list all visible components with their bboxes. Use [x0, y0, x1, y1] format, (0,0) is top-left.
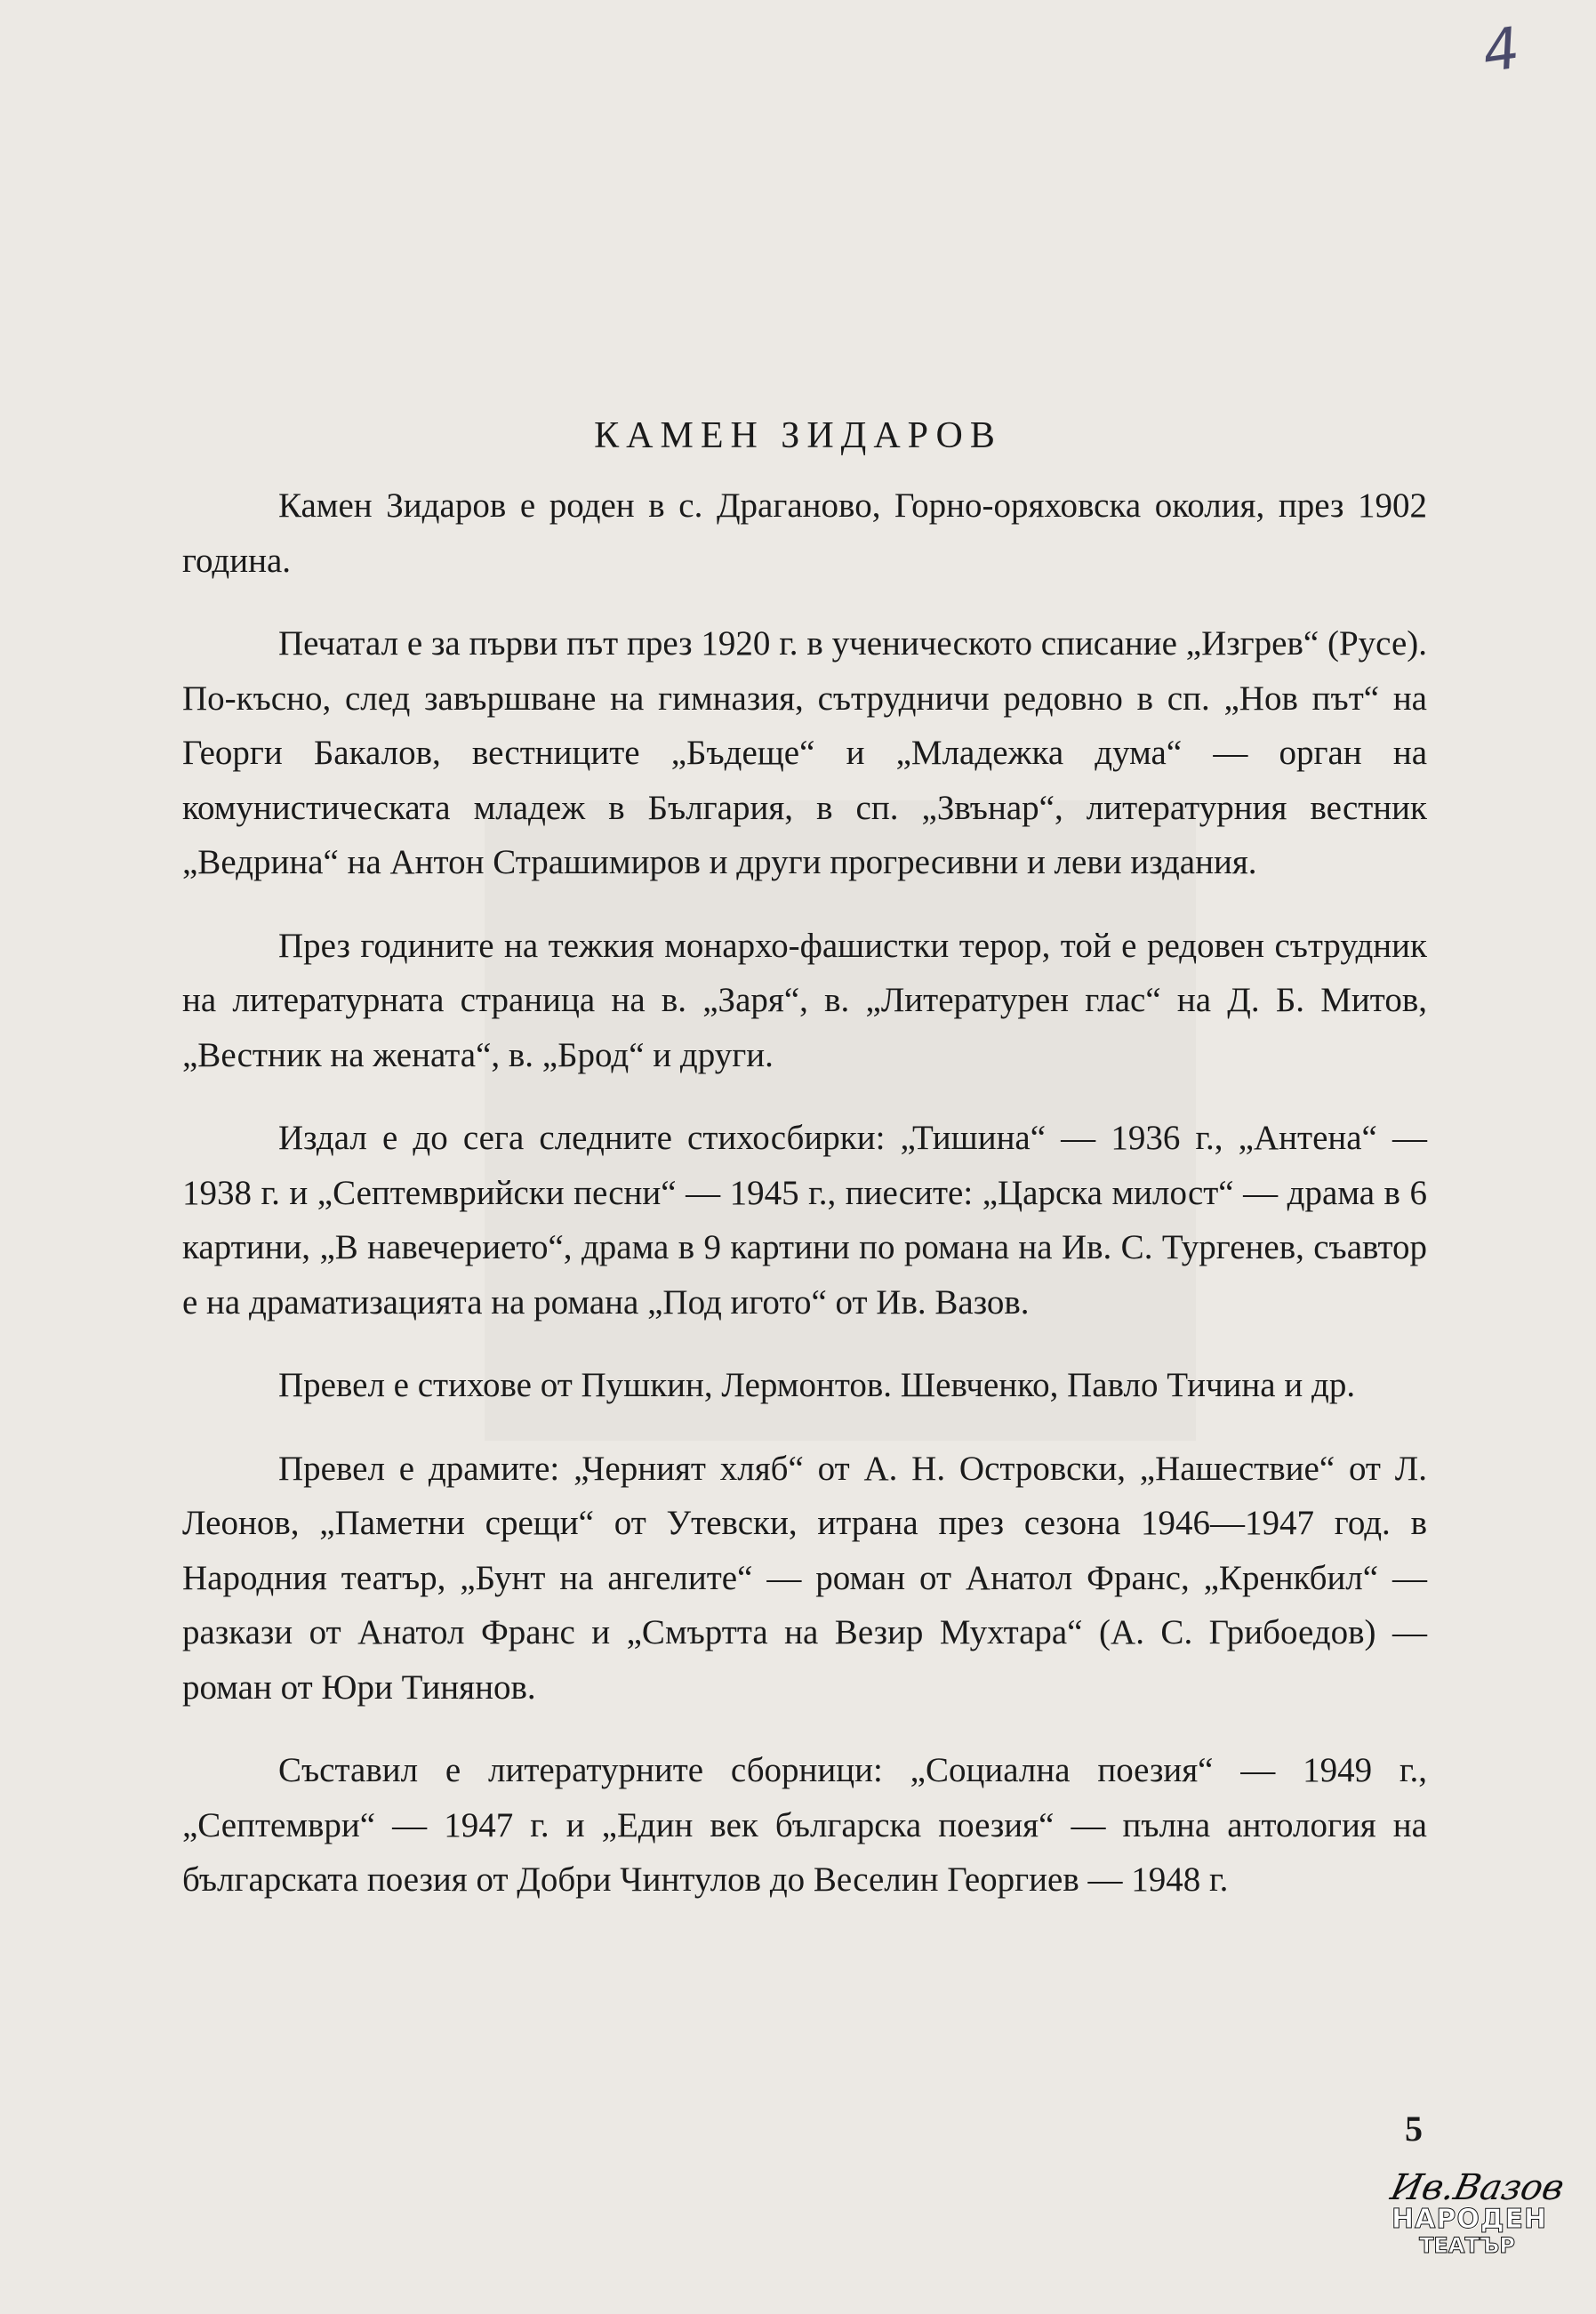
page-number: 5: [1405, 2109, 1423, 2149]
biography-text: [182, 478, 1427, 1936]
paragraph-terror-years: През годините на тежкия монархо-фашистки терор, той е редовен сътрудник на литературната страница на в. „Заря“, в. „Литературен глас“ на Д. Б. Митов, „Вестник на жената“, в. „Брод“ и други.: [182, 926, 1427, 1074]
national-theatre-stamp: [1387, 2167, 1568, 2258]
paragraph-compiled-anthologies: Съставил е литературните сборници: „Социална поезия“ — 1949 г., „Септември“ — 1947 г. и „Един век българска поезия“ — пълна антология на българската поезия от Добри Чинтулов до Веселин Георгиев — 1948 г.: [182, 1751, 1427, 1899]
paragraph-birth: Камен Зидаров е роден в с. Драганово, Горно-оряховска околия, през 1902 година.: [182, 486, 1427, 580]
paragraph-translated-dramas: Превел е драмите: „Черният хляб“ от А. Н. Островски, „Нашествие“ от Л. Леонов, „Паметни срещи“ от Утевски, итрана през сезона 1946—1947 год. в Народния театър, „Бунт на ангелите“ — роман от Анатол Франс, „Кренкбил“ — разкази от Анатол Франс и „Смъртта на Везир Мухтара“ (А. С. Грибоедов) — роман от Юри Тинянов.: [182, 1449, 1427, 1707]
stamp-line-2: ТЕАТЪР: [1419, 2233, 1515, 2258]
signature-logo: Ив.Вазов: [1387, 2167, 1568, 2208]
stamp-line-1: НАРОДЕН: [1391, 2204, 1548, 2235]
paragraph-published-works: Издал е до сега следните стихосбирки: „Тишина“ — 1936 г., „Антена“ — 1938 г. и „Септемврийски песни“ — 1945 г., пиесите: „Царска милост“ — драма в 6 картини, „В навечерието“, драма в 9 картини по романа на Ив. С. Тургенев, съавтор е на драматизацията на романа „Под игото“ от Ив. Вазов.: [182, 1119, 1427, 1322]
paragraph-translated-poems: Превел е стихове от Пушкин, Лермонтов. Шевченко, Павло Тичина и др.: [278, 1366, 1356, 1404]
page-title: КАМЕН ЗИДАРОВ: [594, 415, 1002, 457]
handwritten-page-mark: 4: [1479, 15, 1524, 86]
paragraph-first-publications: Печатал е за първи път през 1920 г. в ученическото списание „Изгрев“ (Русе). По-късно, след завършване на гимназия, сътрудничи редовно в сп. „Нов път“ на Георги Бакалов, вестниците „Бъдеще“ и „Младежка дума“ — орган на комунистическата младеж в България, в сп. „Звънар“, литературния вестник „Ведрина“ на Антон Страшимиров и други прогресивни и леви издания.: [182, 624, 1427, 881]
